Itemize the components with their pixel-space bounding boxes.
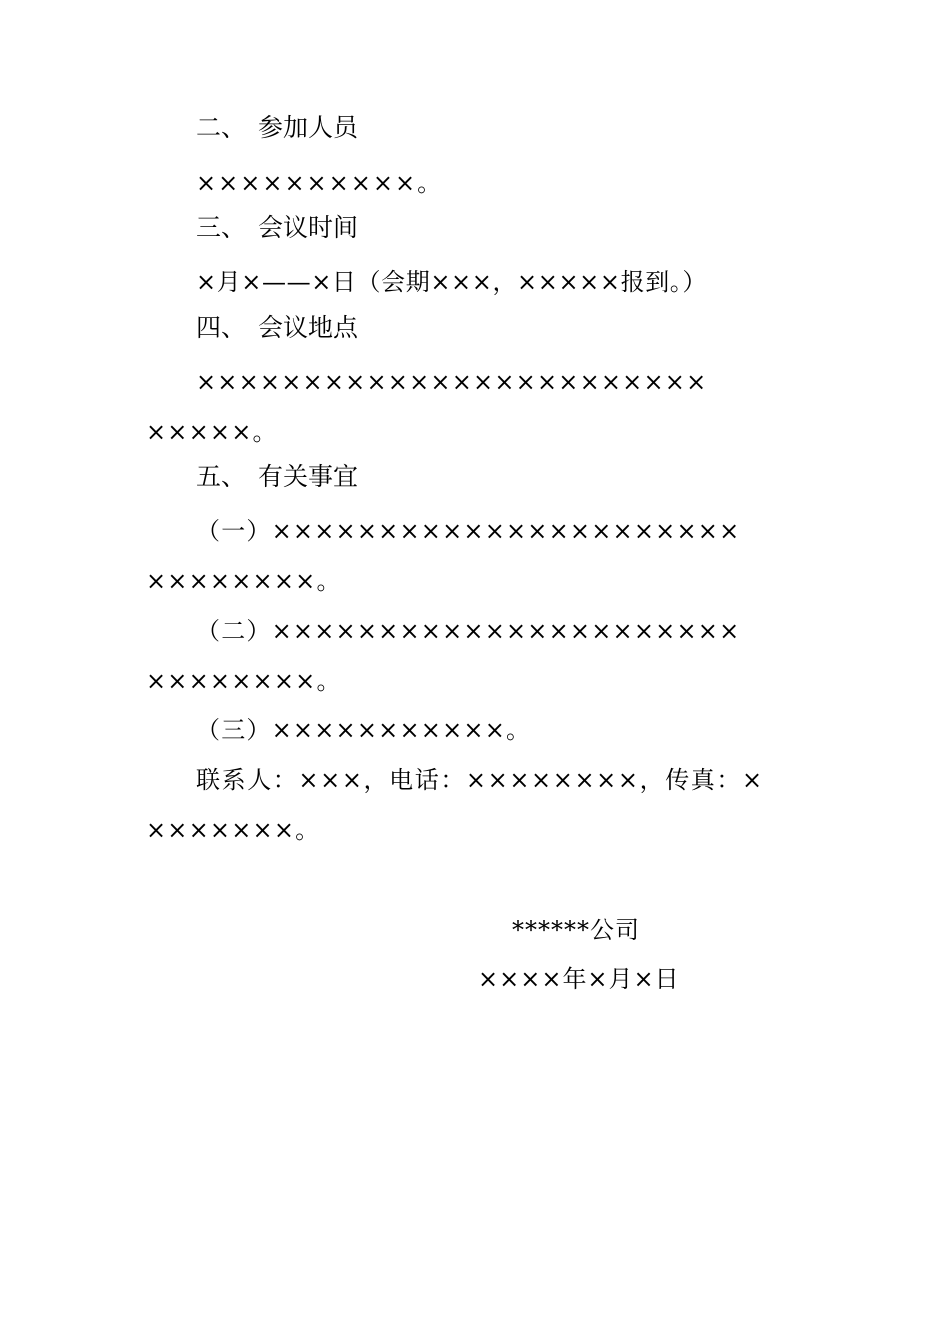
- list-item: （三）×××××××××××。: [196, 716, 532, 744]
- section-number: 三、: [196, 213, 247, 242]
- document-date: ××××年×月×日: [478, 965, 680, 993]
- section-title: 会议地点: [258, 313, 359, 342]
- contact-line: 联系人：×××，电话：××××××××，传真：×: [196, 766, 764, 794]
- company-name: ******公司: [512, 916, 640, 944]
- list-item-continuation: ××××××××。: [146, 567, 342, 595]
- section-number: 五、: [196, 462, 247, 491]
- section-heading: [196, 313, 358, 343]
- section-title: 有关事宜: [258, 462, 359, 491]
- section-title: 参加人员: [258, 113, 359, 142]
- section-heading: [196, 213, 358, 243]
- paragraph-line: ×月×——×日（会期×××，×××××报到。）: [196, 268, 708, 296]
- paragraph-line: ××××××××××。: [196, 169, 444, 197]
- section-number: 四、: [196, 313, 247, 342]
- list-item: （一）××××××××××××××××××××××: [196, 517, 741, 545]
- paragraph-line: ×××××。: [146, 418, 278, 446]
- section-number: 二、: [196, 113, 247, 142]
- section-heading: [196, 113, 358, 143]
- paragraph-line: ××××××××××××××××××××××××: [196, 368, 708, 396]
- list-item: （二）××××××××××××××××××××××: [196, 617, 741, 645]
- section-heading: [196, 462, 358, 492]
- list-item-continuation: ××××××××。: [146, 667, 342, 695]
- section-title: 会议时间: [258, 213, 359, 242]
- contact-line-continuation: ×××××××。: [146, 816, 321, 844]
